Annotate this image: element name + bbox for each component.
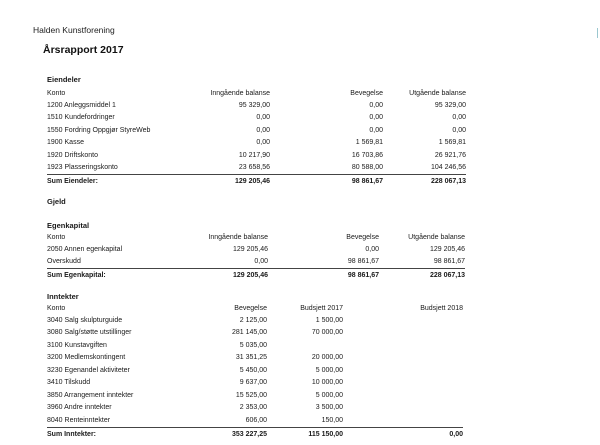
inntekter-row-cell: 20 000,00 <box>311 354 343 362</box>
inntekter-total-row-cell: 353 227,25 <box>169 427 267 441</box>
inntekter-row <box>47 402 463 415</box>
egenkapital-total-row-cell: 228 067,13 <box>379 269 465 283</box>
inntekter-row-cell <box>343 414 463 427</box>
section-title-egenkapital: Egenkapital <box>47 221 90 230</box>
inntekter-row-cell: 5 450,00 <box>239 366 267 374</box>
inntekter-row-cell: 2 353,00 <box>239 404 267 412</box>
egenkapital-header-row-cell: Inngående balanse <box>208 233 268 241</box>
eiendeler-row-cell: 0,00 <box>369 101 383 109</box>
inntekter-row-cell <box>267 339 343 352</box>
inntekter-header-row <box>47 302 463 314</box>
eiendeler-total-row-cell: Sum Eiendeler: <box>47 175 171 189</box>
inntekter-table <box>47 302 463 441</box>
eiendeler-row-cell: 1900 Kasse <box>47 139 84 147</box>
inntekter-row-cell: 3080 Salg/støtte utstillinger <box>47 329 132 337</box>
eiendeler-header-row-cell: Konto <box>47 89 66 97</box>
eiendeler-row-cell: 104 246,56 <box>430 164 466 172</box>
inntekter-row-cell <box>343 339 463 352</box>
eiendeler-row-cell: 95 329,00 <box>434 101 466 109</box>
inntekter-row-cell: 150,00 <box>321 416 343 424</box>
eiendeler-row-cell: 0,00 <box>452 114 466 122</box>
section-title-eiendeler: Eiendeler <box>47 75 81 84</box>
eiendeler-row-cell: 1923 Plasseringskonto <box>47 164 118 172</box>
inntekter-row-cell: 3 500,00 <box>315 404 343 412</box>
section-title-inntekter: Inntekter <box>47 292 79 301</box>
eiendeler-row-cell: 1510 Kundefordringer <box>47 114 115 122</box>
inntekter-header-row-cell: Budsjett 2018 <box>420 304 463 312</box>
eiendeler-row-cell: 1920 Driftskonto <box>47 151 98 159</box>
inntekter-row-cell: 3850 Arrangement inntekter <box>47 391 134 399</box>
inntekter-row <box>47 414 463 427</box>
inntekter-row-cell: 281 145,00 <box>231 329 267 337</box>
section-title-gjeld: Gjeld <box>47 197 66 206</box>
eiendeler-row <box>47 162 466 175</box>
egenkapital-row-cell: 98 861,67 <box>433 258 465 266</box>
egenkapital-row-cell: 0,00 <box>254 258 268 266</box>
inntekter-row <box>47 377 463 390</box>
egenkapital-row <box>47 256 465 269</box>
egenkapital-header-row-cell: Bevegelse <box>346 233 379 241</box>
eiendeler-row-cell: 80 588,00 <box>351 164 383 172</box>
egenkapital-header-row <box>47 231 465 243</box>
eiendeler-row-cell: 1200 Anleggsmiddel 1 <box>47 101 116 109</box>
eiendeler-row <box>47 124 466 137</box>
inntekter-row-cell <box>343 352 463 365</box>
inntekter-row-cell: 3040 Salg skulpturguide <box>47 316 123 324</box>
eiendeler-row-cell: 0,00 <box>369 126 383 134</box>
organization-name: Halden Kunstforening <box>33 25 115 35</box>
eiendeler-row-cell: 16 703,86 <box>351 151 383 159</box>
eiendeler-row <box>47 149 466 162</box>
eiendeler-row-cell: 1550 Fordring Oppgjør StyreWeb <box>47 126 151 134</box>
eiendeler-row-cell: 0,00 <box>452 126 466 134</box>
inntekter-row-cell: 606,00 <box>245 416 267 424</box>
eiendeler-total-row-cell: 129 205,46 <box>171 175 270 189</box>
eiendeler-total-row <box>47 175 466 189</box>
egenkapital-row-cell: 2050 Annen egenkapital <box>47 245 123 253</box>
eiendeler-header-row <box>47 87 466 99</box>
eiendeler-header-row-cell: Bevegelse <box>350 89 383 97</box>
inntekter-row-cell <box>343 402 463 415</box>
egenkapital-row-cell: 129 205,46 <box>232 245 268 253</box>
inntekter-row-cell: 3410 Tilskudd <box>47 379 91 387</box>
inntekter-row <box>47 364 463 377</box>
egenkapital-table <box>47 231 465 282</box>
inntekter-total-row-cell: 0,00 <box>343 427 463 441</box>
inntekter-row-cell <box>343 327 463 340</box>
inntekter-total-row-cell: 115 150,00 <box>267 427 343 441</box>
eiendeler-row <box>47 112 466 125</box>
inntekter-row-cell: 15 525,00 <box>235 391 267 399</box>
inntekter-total-row <box>47 427 463 441</box>
report-title: Årsrapport 2017 <box>43 44 124 56</box>
eiendeler-row-cell: 1 569,81 <box>438 139 466 147</box>
egenkapital-total-row-cell: Sum Egenkapital: <box>47 269 171 283</box>
egenkapital-row <box>47 243 465 256</box>
inntekter-row <box>47 389 463 402</box>
inntekter-row-cell: 3200 Medlemskontingent <box>47 354 126 362</box>
egenkapital-total-row <box>47 269 465 283</box>
egenkapital-total-row-cell: 129 205,46 <box>171 269 268 283</box>
eiendeler-row <box>47 137 466 150</box>
inntekter-row-cell: 1 500,00 <box>315 316 343 324</box>
inntekter-row-cell <box>343 377 463 390</box>
inntekter-row-cell: 31 351,25 <box>235 354 267 362</box>
eiendeler-total-row-cell: 228 067,13 <box>383 175 466 189</box>
inntekter-row-cell: 5 035,00 <box>239 341 267 349</box>
inntekter-total-row-cell: Sum Inntekter: <box>47 427 169 441</box>
inntekter-row-cell: 3100 Kunstavgiften <box>47 341 107 349</box>
egenkapital-row-cell: Overskudd <box>47 258 81 266</box>
inntekter-row <box>47 314 463 327</box>
eiendeler-row-cell: 0,00 <box>369 114 383 122</box>
inntekter-row-cell <box>343 389 463 402</box>
egenkapital-row-cell: 0,00 <box>365 245 379 253</box>
egenkapital-row-cell: 98 861,67 <box>347 258 379 266</box>
egenkapital-header-row-cell: Konto <box>47 233 66 241</box>
inntekter-header-row-cell: Bevegelse <box>234 304 267 312</box>
eiendeler-total-row-cell: 98 861,67 <box>270 175 383 189</box>
eiendeler-row-cell: 26 921,76 <box>434 151 466 159</box>
inntekter-row <box>47 352 463 365</box>
inntekter-row <box>47 327 463 340</box>
inntekter-row-cell: 5 000,00 <box>315 366 343 374</box>
inntekter-row-cell: 8040 Renteinntekter <box>47 416 111 424</box>
eiendeler-row-cell: 1 569,81 <box>355 139 383 147</box>
inntekter-row <box>47 339 463 352</box>
inntekter-row-cell: 70 000,00 <box>311 329 343 337</box>
eiendeler-table <box>47 87 466 188</box>
egenkapital-total-row-cell: 98 861,67 <box>268 269 379 283</box>
eiendeler-row-cell: 23 658,56 <box>238 164 270 172</box>
inntekter-row-cell: 2 125,00 <box>239 316 267 324</box>
eiendeler-row-cell: 10 217,90 <box>238 151 270 159</box>
eiendeler-row-cell: 95 329,00 <box>238 101 270 109</box>
inntekter-row-cell: 10 000,00 <box>311 379 343 387</box>
inntekter-row-cell: 3960 Andre inntekter <box>47 404 112 412</box>
eiendeler-row-cell: 0,00 <box>256 126 270 134</box>
page-corner-mark <box>594 28 598 38</box>
eiendeler-row-cell: 0,00 <box>256 114 270 122</box>
egenkapital-row-cell: 129 205,46 <box>429 245 465 253</box>
inntekter-row-cell: 3230 Egenandel aktiviteter <box>47 366 130 374</box>
inntekter-header-row-cell: Konto <box>47 304 66 312</box>
inntekter-row-cell <box>343 364 463 377</box>
inntekter-row-cell <box>343 314 463 327</box>
egenkapital-header-row-cell: Utgående balanse <box>408 233 465 241</box>
eiendeler-row <box>47 99 466 112</box>
inntekter-row-cell: 9 637,00 <box>239 379 267 387</box>
eiendeler-header-row-cell: Utgående balanse <box>409 89 466 97</box>
inntekter-header-row-cell: Budsjett 2017 <box>300 304 343 312</box>
eiendeler-header-row-cell: Inngående balanse <box>210 89 270 97</box>
eiendeler-row-cell: 0,00 <box>256 139 270 147</box>
inntekter-row-cell: 5 000,00 <box>315 391 343 399</box>
